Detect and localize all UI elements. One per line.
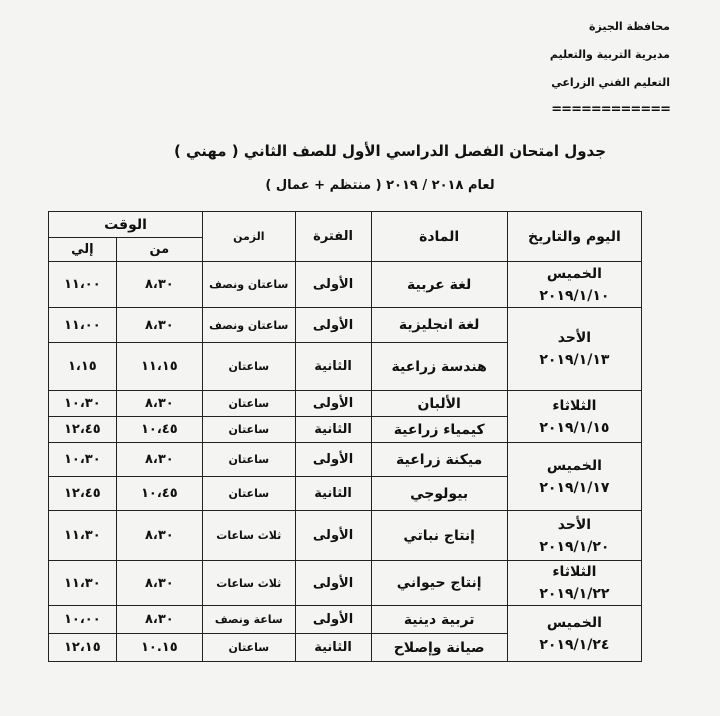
exam-date: ٢٠١٩/١/٢٠ bbox=[539, 538, 610, 555]
from-cell: ٨،٣٠ bbox=[116, 308, 202, 343]
exam-date: ٢٠١٩/١/١٠ bbox=[539, 287, 610, 304]
exam-schedule-table bbox=[48, 211, 642, 662]
subject-cell: لغة عربية bbox=[371, 262, 507, 308]
to-cell: ١١،٣٠ bbox=[49, 561, 117, 606]
from-cell: ١٠،٤٥ bbox=[116, 477, 202, 511]
duration-cell: ساعتان ونصف bbox=[203, 308, 296, 343]
subject-cell: بيولوجي bbox=[371, 477, 507, 511]
from-cell: ١٠.١٥ bbox=[116, 634, 202, 662]
day-name: الأحد bbox=[557, 330, 592, 346]
directorate-label: مديرية التربية والتعليم bbox=[549, 48, 670, 61]
duration-cell: ساعتان bbox=[203, 417, 296, 443]
day-name: الخميس bbox=[546, 614, 602, 631]
duration-cell: ساعتان bbox=[203, 443, 296, 477]
table-row bbox=[49, 606, 642, 634]
table-row bbox=[49, 262, 642, 308]
duration-cell: ساعتان bbox=[203, 634, 296, 662]
period-cell: الأولى bbox=[295, 262, 371, 308]
exam-date: ٢٠١٩/١/٢٤ bbox=[539, 636, 610, 653]
period-cell: الثانية bbox=[295, 477, 371, 511]
header-time: الوقت bbox=[49, 212, 203, 238]
to-cell: ١٠،٣٠ bbox=[49, 443, 117, 477]
subject-cell: صيانة وإصلاح bbox=[371, 634, 507, 662]
header-subject: المادة bbox=[371, 212, 507, 262]
from-cell: ٨،٣٠ bbox=[116, 443, 202, 477]
period-cell: الأولى bbox=[295, 561, 371, 606]
period-cell: الثانية bbox=[295, 343, 371, 391]
period-cell: الأولى bbox=[295, 308, 371, 343]
table-row bbox=[49, 391, 642, 417]
duration-cell: ساعتان bbox=[203, 477, 296, 511]
subject-cell: هندسة زراعية bbox=[371, 343, 507, 391]
header-period: الفترة bbox=[295, 212, 371, 262]
duration-cell: ساعة ونصف bbox=[203, 606, 296, 634]
table-row bbox=[49, 443, 642, 477]
table-row bbox=[49, 308, 642, 343]
to-cell: ١٢،٤٥ bbox=[49, 417, 117, 443]
from-cell: ٨،٣٠ bbox=[116, 561, 202, 606]
subject-cell: لغة انجليزية bbox=[371, 308, 507, 343]
day-name: الأحد bbox=[557, 516, 592, 533]
header-separator: ============ bbox=[551, 102, 670, 117]
subject-cell: كيمياء زراعية bbox=[371, 417, 507, 443]
day-date-cell bbox=[507, 262, 641, 308]
exam-date: ٢٠١٩/١/١٣ bbox=[539, 352, 610, 368]
subject-cell: إنتاج حيواني bbox=[371, 561, 507, 606]
header-from: من bbox=[116, 238, 202, 262]
duration-cell: ساعتان bbox=[203, 343, 296, 391]
day-name: الخميس bbox=[546, 265, 602, 282]
day-name: الخميس bbox=[546, 457, 602, 474]
day-date-cell bbox=[507, 511, 641, 561]
subject-cell: إنتاج نباتي bbox=[371, 511, 507, 561]
subject-cell: الألبان bbox=[371, 391, 507, 417]
to-cell: ١٢،٤٥ bbox=[49, 477, 117, 511]
from-cell: ٨،٣٠ bbox=[116, 262, 202, 308]
table-row bbox=[49, 511, 642, 561]
to-cell: ١١،٣٠ bbox=[49, 511, 117, 561]
duration-cell: ساعتان ونصف bbox=[203, 262, 296, 308]
page-title: جدول امتحان الفصل الدراسي الأول للصف الثاني ( مهني ) bbox=[173, 142, 607, 160]
duration-cell: ثلاث ساعات bbox=[203, 511, 296, 561]
period-cell: الثانية bbox=[295, 634, 371, 662]
to-cell: ١١،٠٠ bbox=[49, 308, 117, 343]
day-name: الثلاثاء bbox=[552, 397, 597, 414]
period-cell: الأولى bbox=[295, 606, 371, 634]
from-cell: ٨،٣٠ bbox=[116, 606, 202, 634]
page-subtitle: لعام ٢٠١٨ / ٢٠١٩ ( منتظم + عمال ) bbox=[265, 178, 495, 193]
header-day-date: اليوم والتاريخ bbox=[507, 212, 641, 262]
header-to: إلي bbox=[49, 238, 117, 262]
subject-cell: ميكنة زراعية bbox=[371, 443, 507, 477]
period-cell: الثانية bbox=[295, 417, 371, 443]
to-cell: ١٢،١٥ bbox=[49, 634, 117, 662]
duration-cell: ثلاث ساعات bbox=[203, 561, 296, 606]
from-cell: ١١،١٥ bbox=[116, 343, 202, 391]
table-header-row bbox=[49, 212, 642, 238]
subject-cell: تربية دينية bbox=[371, 606, 507, 634]
period-cell: الأولى bbox=[295, 511, 371, 561]
exam-date: ٢٠١٩/١/١٧ bbox=[539, 479, 610, 496]
from-cell: ١٠،٤٥ bbox=[116, 417, 202, 443]
duration-cell: ساعتان bbox=[203, 391, 296, 417]
from-cell: ٨،٣٠ bbox=[116, 511, 202, 561]
day-date-cell bbox=[507, 308, 641, 391]
exam-date: ٢٠١٩/١/٢٢ bbox=[539, 586, 610, 602]
period-cell: الأولى bbox=[295, 443, 371, 477]
day-name: الثلاثاء bbox=[552, 564, 597, 580]
department-label: التعليم الفني الزراعي bbox=[551, 76, 670, 89]
day-date-cell bbox=[507, 606, 641, 662]
governorate-label: محافظة الجيزة bbox=[589, 20, 670, 33]
header-duration: الزمن bbox=[203, 212, 296, 262]
to-cell: ١،١٥ bbox=[49, 343, 117, 391]
table-row bbox=[49, 561, 642, 606]
day-date-cell bbox=[507, 443, 641, 511]
day-date-cell bbox=[507, 561, 641, 606]
to-cell: ١١،٠٠ bbox=[49, 262, 117, 308]
day-date-cell bbox=[507, 391, 641, 443]
to-cell: ١٠،٣٠ bbox=[49, 391, 117, 417]
from-cell: ٨،٣٠ bbox=[116, 391, 202, 417]
exam-date: ٢٠١٩/١/١٥ bbox=[539, 419, 610, 436]
period-cell: الأولى bbox=[295, 391, 371, 417]
to-cell: ١٠،٠٠ bbox=[49, 606, 117, 634]
